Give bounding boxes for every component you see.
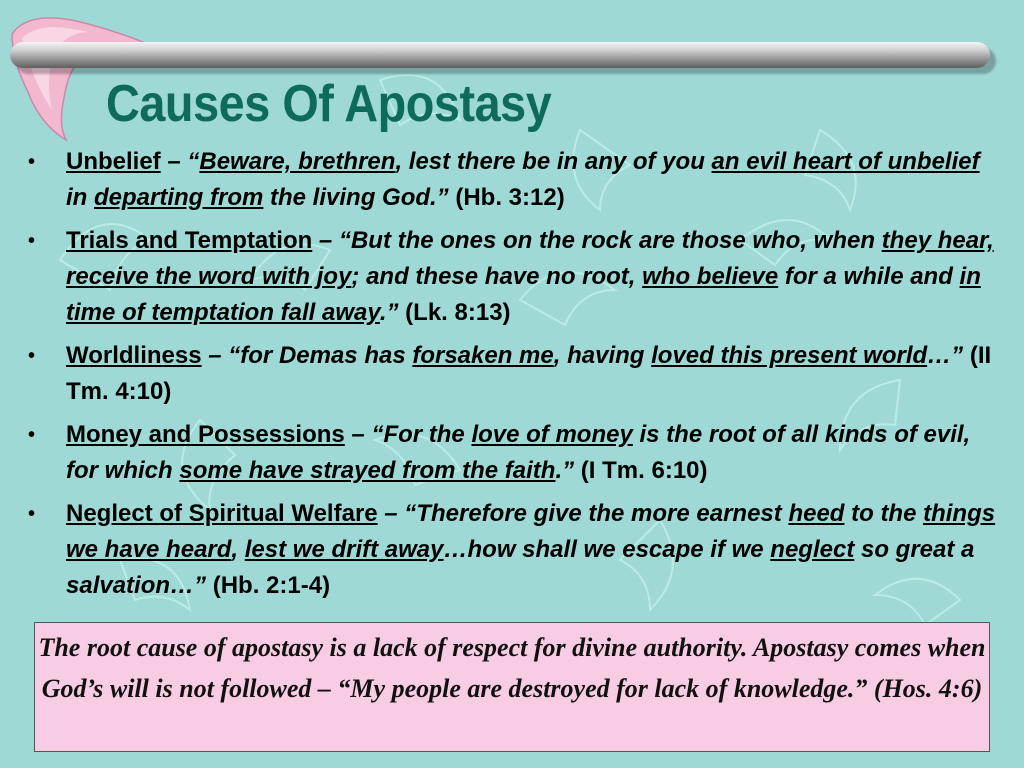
- text-segment: .”: [379, 299, 399, 326]
- text-segment: …how shall we escape if we: [443, 536, 771, 563]
- text-segment: Money and Possessions: [66, 421, 345, 448]
- text-segment: ; and these have no root,: [351, 263, 643, 290]
- text-segment: , lest there be in any of you: [395, 148, 712, 175]
- text-segment: is the root of all kinds of evil, for which: [66, 421, 971, 484]
- bullet-marker: •: [28, 230, 36, 252]
- list-item-text: [66, 417, 1004, 489]
- list-item-text: [66, 144, 1004, 216]
- text-segment: forsaken me: [412, 342, 554, 369]
- text-segment: the living God.”: [263, 184, 449, 211]
- text-segment: things we have heard: [66, 500, 996, 563]
- list-item-text: [66, 223, 1004, 331]
- list-item-text: [66, 338, 1004, 410]
- text-segment: Worldliness: [66, 342, 202, 369]
- list-item: [28, 144, 1004, 216]
- text-segment: (I Tm. 6:10): [574, 457, 708, 484]
- text-segment: who believe: [642, 263, 779, 290]
- list-item: [28, 223, 1004, 331]
- bullet-marker: •: [28, 345, 36, 367]
- title-divider-bar: [10, 42, 990, 68]
- text-segment: Unbelief: [66, 148, 161, 175]
- text-segment: loved this present world: [651, 342, 928, 369]
- slide-title: Causes Of Apostasy: [106, 75, 552, 133]
- text-segment: an evil heart of unbelief: [711, 148, 980, 175]
- text-segment: Trials and Temptation: [66, 227, 313, 254]
- text-segment: (II Tm. 4:10): [66, 342, 992, 405]
- text-segment: for a while and: [778, 263, 960, 290]
- text-segment: love of money: [471, 421, 633, 448]
- text-segment: – “For the: [344, 421, 472, 448]
- text-segment: some have strayed from the faith: [179, 457, 556, 484]
- text-segment: lest we drift away: [244, 536, 444, 563]
- text-segment: .”: [555, 457, 575, 484]
- text-segment: Beware, brethren: [199, 148, 396, 175]
- list-item: [28, 338, 1004, 410]
- list-item: [28, 417, 1004, 489]
- text-segment: (Hb. 3:12): [448, 184, 565, 211]
- list-item-text: [66, 496, 1004, 604]
- text-segment: in time of temptation fall away: [66, 263, 981, 326]
- text-segment: to the: [844, 500, 924, 527]
- bullet-marker: •: [28, 503, 36, 525]
- text-segment: – “: [160, 148, 200, 175]
- list-item: [28, 496, 1004, 604]
- bullet-marker: •: [28, 424, 36, 446]
- text-segment: – “But the ones on the rock are those who, when: [312, 227, 882, 254]
- bullet-marker: •: [28, 151, 36, 173]
- text-segment: (Hb. 2:1-4): [206, 572, 331, 599]
- text-segment: (Lk. 8:13): [398, 299, 511, 326]
- text-segment: neglect: [770, 536, 855, 563]
- text-segment: they hear, receive the word with joy: [66, 227, 994, 290]
- text-segment: …”: [927, 342, 964, 369]
- text-segment: ,: [231, 536, 245, 563]
- text-segment: , having: [553, 342, 652, 369]
- callout-box: The root cause of apostasy is a lack of respect for divine authority. Apostasy comes when God’s will is not followed – “My people are destroyed for lack of knowledge.” (Hos. 4:6): [34, 622, 990, 752]
- text-segment: departing from: [94, 184, 264, 211]
- text-segment: – “for Demas has: [201, 342, 413, 369]
- bullet-list: [28, 144, 1004, 611]
- text-segment: heed: [788, 500, 845, 527]
- text-segment: in: [66, 184, 94, 211]
- text-segment: – “Therefore give the more earnest: [377, 500, 789, 527]
- text-segment: so great a salvation…”: [66, 536, 975, 599]
- text-segment: Neglect of Spiritual Welfare: [66, 500, 378, 527]
